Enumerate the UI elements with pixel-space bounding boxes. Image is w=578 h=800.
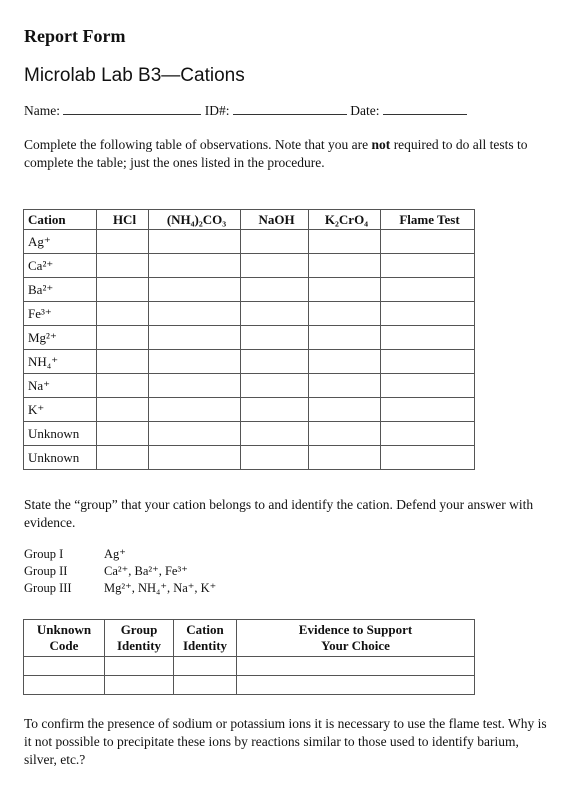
cation-cell: Na⁺: [24, 374, 97, 398]
instructions-bold: not: [371, 137, 391, 152]
table-row: [24, 302, 475, 326]
answer-cell[interactable]: [381, 254, 475, 278]
header-flame-test: Flame Test: [381, 210, 475, 230]
answer-cell[interactable]: [149, 350, 241, 374]
answer-cell[interactable]: [149, 374, 241, 398]
header-ammonium-carbonate: (NH₄)₂CO₃: [149, 210, 241, 230]
header-line: Evidence to Support: [298, 622, 413, 637]
cation-cell: Fe³⁺: [24, 302, 97, 326]
answer-cell[interactable]: [105, 676, 174, 695]
answer-cell[interactable]: [381, 350, 475, 374]
answer-cell[interactable]: [241, 302, 309, 326]
answer-cell[interactable]: [24, 657, 105, 676]
header-line: Unknown: [36, 622, 92, 637]
answer-cell[interactable]: [381, 326, 475, 350]
answer-cell[interactable]: [309, 302, 381, 326]
answer-cell[interactable]: [174, 657, 237, 676]
answer-cell[interactable]: [241, 254, 309, 278]
report-title: Report Form: [24, 26, 126, 46]
answer-cell[interactable]: [309, 254, 381, 278]
header-cation-identity: [174, 620, 237, 657]
header-naoh: NaOH: [241, 210, 309, 230]
evidence-header-row: [24, 620, 475, 657]
answer-cell[interactable]: [149, 254, 241, 278]
header-line: Group: [120, 622, 158, 637]
answer-cell[interactable]: [309, 278, 381, 302]
cation-cell: Ca²⁺: [24, 254, 97, 278]
header-hcl: HCl: [97, 210, 149, 230]
answer-cell[interactable]: [241, 350, 309, 374]
instructions: [24, 136, 544, 172]
answer-cell[interactable]: [97, 374, 149, 398]
cation-cell: Unknown: [24, 446, 97, 470]
table-row: [24, 676, 475, 695]
header-line: Code: [49, 638, 79, 653]
group-item: [24, 563, 216, 580]
answer-cell[interactable]: [174, 676, 237, 695]
observation-header-row: [24, 210, 475, 230]
header-unknown-code: [24, 620, 105, 657]
table-row: [24, 446, 475, 470]
answer-cell[interactable]: [309, 350, 381, 374]
answer-cell[interactable]: [309, 422, 381, 446]
group-list: [24, 546, 216, 597]
answer-cell[interactable]: [97, 326, 149, 350]
group-name: Group I: [24, 547, 64, 561]
cation-cell: Mg²⁺: [24, 326, 97, 350]
header-line: Identity: [116, 638, 162, 653]
header-line: Identity: [182, 638, 228, 653]
final-question: To confirm the presence of sodium or potassium ions it is necessary to use the flame test. Why is it not possible to precipitate these ions by reactions similar to those used to identify barium, silver, etc.?: [24, 716, 547, 767]
answer-cell[interactable]: [237, 657, 475, 676]
instructions-text-1: Complete the following table of observations. Note that you are: [24, 137, 372, 152]
name-id-date-row: [24, 103, 554, 119]
answer-cell[interactable]: [241, 278, 309, 302]
answer-cell[interactable]: [97, 398, 149, 422]
table-row: [24, 657, 475, 676]
answer-cell[interactable]: [381, 374, 475, 398]
answer-cell[interactable]: [149, 278, 241, 302]
answer-cell[interactable]: [237, 676, 475, 695]
cation-cell: NH₄⁺: [24, 350, 97, 374]
name-field[interactable]: [63, 103, 201, 115]
answer-cell[interactable]: [97, 302, 149, 326]
table-row: [24, 422, 475, 446]
header-potassium-chromate: K₂CrO₄: [309, 210, 381, 230]
group-members: Ca²⁺, Ba²⁺, Fe³⁺: [104, 564, 188, 578]
answer-cell[interactable]: [24, 676, 105, 695]
header-cation: Cation: [24, 210, 97, 230]
answer-cell[interactable]: [97, 422, 149, 446]
lab-title: Microlab Lab B3—Cations: [24, 65, 245, 86]
answer-cell[interactable]: [309, 374, 381, 398]
answer-cell[interactable]: [309, 230, 381, 254]
answer-cell[interactable]: [97, 230, 149, 254]
cation-cell: Unknown: [24, 422, 97, 446]
answer-cell[interactable]: [241, 398, 309, 422]
answer-cell[interactable]: [97, 254, 149, 278]
observation-table: [23, 209, 475, 470]
answer-cell[interactable]: [149, 446, 241, 470]
name-label: Name:: [24, 103, 60, 118]
cation-cell: Ba²⁺: [24, 278, 97, 302]
instructions-text-2: required to do all tests to complete the table; just the ones listed in the procedure.: [24, 137, 528, 170]
table-row: [24, 374, 475, 398]
table-row: [24, 326, 475, 350]
answer-cell[interactable]: [309, 446, 381, 470]
answer-cell[interactable]: [149, 422, 241, 446]
table-row: [24, 398, 475, 422]
answer-cell[interactable]: [381, 422, 475, 446]
group-item: [24, 546, 216, 563]
answer-cell[interactable]: [97, 278, 149, 302]
table-row: [24, 278, 475, 302]
answer-cell[interactable]: [149, 326, 241, 350]
table-row: [24, 254, 475, 278]
answer-cell[interactable]: [241, 422, 309, 446]
group-name: Group II: [24, 564, 68, 578]
answer-cell[interactable]: [97, 446, 149, 470]
answer-cell[interactable]: [149, 302, 241, 326]
evidence-table: [23, 619, 475, 695]
group-members: Mg²⁺, NH₄⁺, Na⁺, K⁺: [104, 581, 217, 595]
group-members: Ag⁺: [104, 547, 126, 561]
answer-cell[interactable]: [309, 398, 381, 422]
id-field[interactable]: [233, 103, 347, 115]
id-label: ID#:: [204, 103, 230, 118]
answer-cell[interactable]: [381, 446, 475, 470]
date-label: Date:: [350, 103, 380, 118]
answer-cell[interactable]: [241, 230, 309, 254]
table-row: [24, 230, 475, 254]
cation-cell: K⁺: [24, 398, 97, 422]
group-item: [24, 580, 216, 597]
cation-cell: Ag⁺: [24, 230, 97, 254]
answer-cell[interactable]: [149, 398, 241, 422]
answer-cell[interactable]: [105, 657, 174, 676]
answer-cell[interactable]: [97, 350, 149, 374]
answer-cell[interactable]: [149, 230, 241, 254]
answer-cell[interactable]: [241, 446, 309, 470]
header-line: Cation: [186, 622, 224, 637]
answer-cell[interactable]: [381, 302, 475, 326]
group-prompt: State the “group” that your cation belongs to and identify the cation. Defend your answer with evidence.: [24, 497, 534, 530]
header-group-identity: [105, 620, 174, 657]
date-field[interactable]: [383, 103, 467, 115]
group-name: Group III: [24, 581, 72, 595]
answer-cell[interactable]: [309, 326, 381, 350]
answer-cell[interactable]: [241, 374, 309, 398]
answer-cell[interactable]: [381, 230, 475, 254]
answer-cell[interactable]: [381, 278, 475, 302]
header-evidence: [237, 620, 475, 657]
table-row: [24, 350, 475, 374]
answer-cell[interactable]: [241, 326, 309, 350]
header-line: Your Choice: [321, 638, 390, 653]
answer-cell[interactable]: [381, 398, 475, 422]
